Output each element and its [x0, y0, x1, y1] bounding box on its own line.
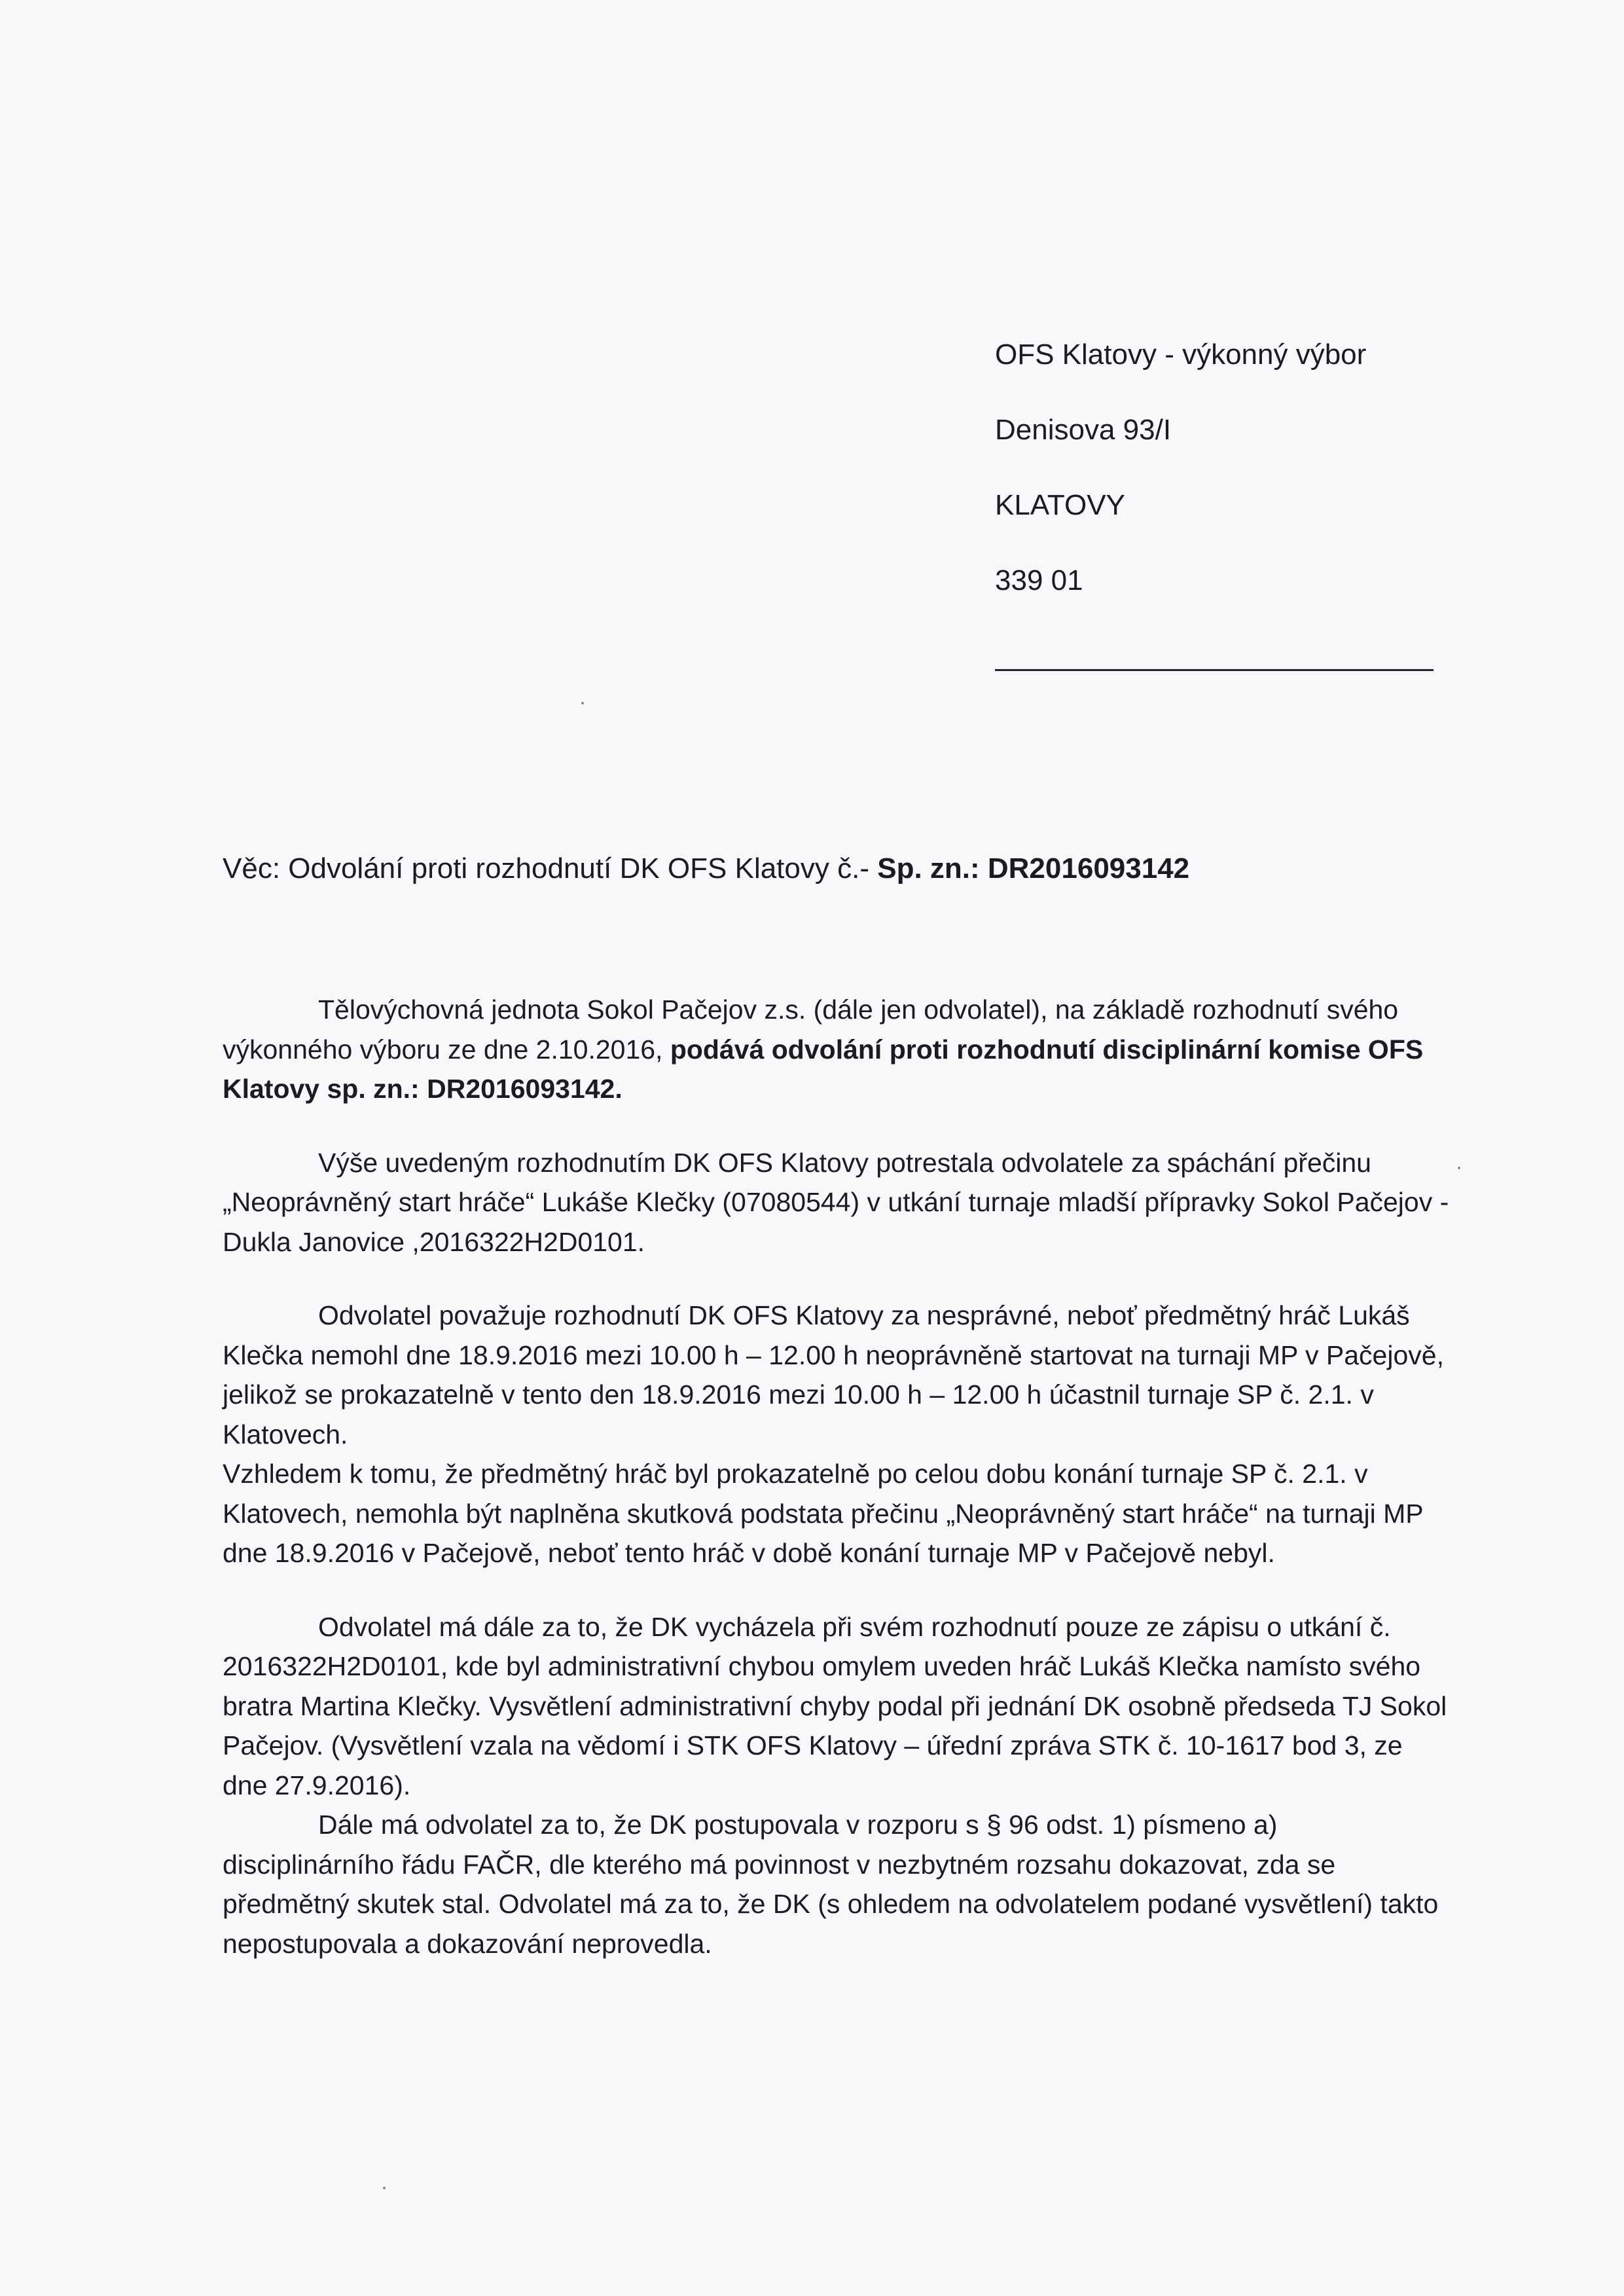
- paragraph-1: [223, 990, 1453, 1109]
- subject-ref-value: DR2016093142: [979, 852, 1190, 884]
- paragraph-4: Vzhledem k tomu, že předmětný hráč byl prokazatelně po celou dobu konání turnaje SP č. 2.1. v Klatovech, nemohla být naplněna skutková podstata přečinu „Neoprávněný start hráče“ na turnaji MP dne 18.9.2016 v Pačejově, neboť tento hráč v době konání turnaje MP v Pačejově nebyl.: [223, 1459, 1423, 1568]
- scan-speck: [383, 2187, 386, 2189]
- recipient-postcode: 339 01: [995, 564, 1083, 596]
- recipient-city: KLATOVY: [995, 489, 1125, 521]
- paragraph-2: Výše uvedeným rozhodnutím DK OFS Klatovy potrestala odvolatele za spáchání přečinu „Neoprávněný start hráče“ Lukáše Klečky (07080544) v utkání turnaje mladší přípravky Sokol Pačejov - Dukla Janovice ,2016322H2D0101.: [223, 1147, 1449, 1257]
- subject-ref-label: Sp. zn.:: [877, 852, 980, 884]
- address-underline: [995, 669, 1434, 671]
- subject-prefix: Věc: Odvolání proti rozhodnutí DK OFS Klatovy č.-: [223, 852, 878, 884]
- recipient-street: Denisova 93/I: [995, 414, 1172, 446]
- paragraph-1-bold: podává odvolání proti rozhodnutí disciplinární komise OFS Klatovy sp. zn.: DR2016093142.: [223, 1034, 1424, 1104]
- subject-line: [223, 852, 1189, 885]
- scan-speck: [1458, 1167, 1460, 1169]
- letter-body: [223, 990, 1453, 1997]
- recipient-name: OFS Klatovy - výkonný výbor: [995, 338, 1367, 371]
- scan-speck: [581, 702, 584, 704]
- paragraph-3: Odvolatel považuje rozhodnutí DK OFS Klatovy za nesprávné, neboť předmětný hráč Lukáš Klečka nemohl dne 18.9.2016 mezi 10.00 h – 12.00 h neoprávněně startovat na turnaji MP v Pačejově, jelikož se prokazatelně v tento den 18.9.2016 mezi 10.00 h – 12.00 h účastnil turnaje SP č. 2.1. v Klatovech.: [223, 1300, 1444, 1449]
- paragraph-6: Dále má odvolatel za to, že DK postupovala v rozporu s § 96 odst. 1) písmeno a) disciplinárního řádu FAČR, dle kterého má povinnost v nezbytném rozsahu dokazovat, zda se předmětný skutek stal. Odvolatel má za to, že DK (s ohledem na odvolatelem podané vysvětlení) takto nepostupovala a dokazování neprovedla.: [223, 1810, 1439, 1959]
- paragraph-5: Odvolatel má dále za to, že DK vycházela při svém rozhodnutí pouze ze zápisu o utkání č. 2016322H2D0101, kde byl administrativní chybou omylem uveden hráč Lukáš Klečka namísto svého bratra Martina Klečky. Vysvětlení administrativní chyby podal při jednání DK osobně předseda TJ Sokol Pačejov. (Vysvětlení vzala na vědomí i STK OFS Klatovy – úřední zpráva STK č. 10-1617 bod 3, ze dne 27.9.2016).: [223, 1611, 1447, 1800]
- paragraph-1-text: Tělovýchovná jednota Sokol Pačejov z.s. (dále jen odvolatel), na základě rozhodnutí svého výkonného výboru ze dne 2.10.2016,: [223, 994, 1399, 1065]
